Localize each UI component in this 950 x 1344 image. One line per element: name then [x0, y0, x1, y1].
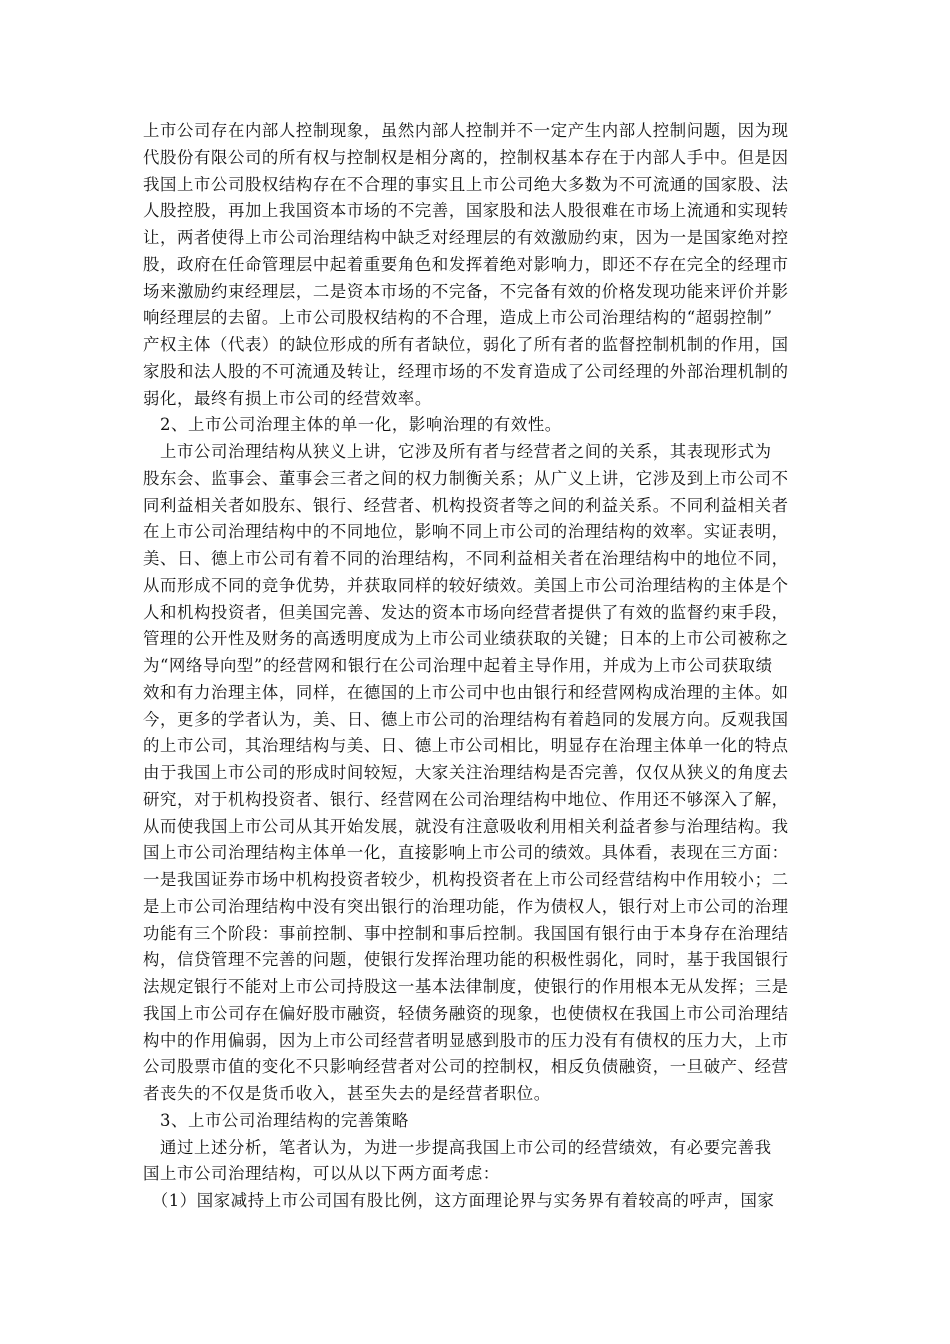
text-line: 法规定银行不能对上市公司持股这一基本法律制度，使银行的作用根本无从发挥；三是 [143, 977, 789, 996]
text-line: 场来激励约束经理层，二是资本市场的不完备，不完备有效的价格发现功能来评价并影 [143, 281, 789, 301]
text-line: 是上市公司治理结构中没有突出银行的治理功能，作为债权人，银行对上市公司的治理 [143, 896, 789, 916]
text-line: 代股份有限公司的所有权与控制权是相分离的，控制权基本存在于内部人手中。但是因 [143, 147, 789, 167]
text-line: 由于我国上市公司的形成时间较短，大家关注治理结构是否完善，仅仅从狭义的角度去 [143, 763, 789, 782]
text-line: 国上市公司治理结构，可以从以下两方面考虑： [143, 1164, 500, 1184]
list-item-1: （1）国家减持上市公司国有股比例，这方面理论界与实务界有着较高的呼声，国家 [143, 1191, 775, 1210]
text-line: 管理的公开性及财务的高透明度成为上市公司业绩获取的关键；日本的上市公司被称之 [143, 629, 789, 649]
text-line: 国上市公司治理结构主体单一化，直接影响上市公司的绩效。具体看，表现在三方面： [143, 843, 789, 863]
text-line: 同利益相关者如股东、银行、经营者、机构投资者等之间的利益关系。不同利益相关者 [143, 495, 789, 515]
text-line: 构，信贷管理不完善的问题，使银行发挥治理功能的积极性弱化，同时，基于我国银行 [143, 950, 789, 970]
text-line: 人和机构投资者，但美国完善、发达的资本市场向经营者提供了有效的监督约束手段， [143, 602, 789, 622]
section-heading-3: 3、上市公司治理结构的完善策略 [143, 1110, 409, 1130]
text-line: 家股和法人股的不可流通及转让，经理市场的不发育造成了公司经理的外部治理机制的 [143, 361, 789, 381]
text-line: 一是我国证券市场中机构投资者较少，机构投资者在上市公司经营结构中作用较小；二 [143, 870, 789, 889]
text-line: 上市公司治理结构从狭义上讲，它涉及所有者与经营者之间的关系，其表现形式为 [143, 442, 772, 461]
text-line: 者丧失的不仅是货币收入，甚至失去的是经营者职位。 [143, 1084, 551, 1103]
section-heading-2: 2、上市公司治理主体的单一化，影响治理的有效性。 [143, 415, 562, 435]
text-line: 从而形成不同的竞争优势，并获取同样的较好绩效。美国上市公司治理结构的主体是个 [143, 575, 789, 595]
text-line: 构中的作用偏弱，因为上市公司经营者明显感到股市的压力没有有债权的压力大，上市 [143, 1030, 789, 1050]
text-line: 为“网络导向型”的经营网和银行在公司治理中起着主导作用，并成为上市公司获取绩 [143, 656, 773, 675]
text-line: 公司股票市值的变化不只影响经营者对公司的控制权，相反负债融资，一旦破产、经营 [143, 1057, 789, 1077]
text-line: 效和有力治理主体，同样，在德国的上市公司中也由银行和经营网构成治理的主体。如 [143, 682, 789, 702]
text-line: 人股控股，再加上我国资本市场的不完善，国家股和法人股很难在市场上流通和实现转 [143, 201, 789, 221]
text-line: 股，政府在任命管理层中起着重要角色和发挥着绝对影响力，即还不存在完全的经理市 [143, 254, 789, 274]
text-line: 我国上市公司存在偏好股市融资，轻债务融资的现象，也使债权在我国上市公司治理结 [143, 1003, 789, 1023]
document-body [143, 118, 868, 1215]
text-line: 我国上市公司股权结构存在不合理的事实且上市公司绝大多数为不可流通的国家股、法 [143, 174, 789, 194]
text-line: 研究，对于机构投资者、银行、经营网在公司治理结构中地位、作用还不够深入了解， [143, 789, 789, 809]
text-line: 功能有三个阶段：事前控制、事中控制和事后控制。我国国有银行由于本身存在治理结 [143, 923, 789, 943]
text-line: 产权主体（代表）的缺位形成的所有者缺位，弱化了所有者的监督控制机制的作用，国 [143, 335, 789, 354]
text-line: 从而使我国上市公司从其开始发展，就没有注意吸收利用相关利益者参与治理结构。我 [143, 816, 789, 836]
text-line: 今，更多的学者认为，美、日、德上市公司的治理结构有着趋同的发展方向。反观我国 [143, 709, 789, 729]
text-line: 弱化，最终有损上市公司的经营效率。 [143, 388, 432, 408]
text-line: 的上市公司，其治理结构与美、日、德上市公司相比，明显存在治理主体单一化的特点 [143, 736, 789, 756]
text-line: 在上市公司治理结构中的不同地位，影响不同上市公司的治理结构的效率。实证表明， [143, 522, 789, 542]
text-line: 响经理层的去留。上市公司股权结构的不合理，造成上市公司治理结构的“超弱控制” [143, 308, 773, 328]
text-line: 让，两者使得上市公司治理结构中缺乏对经理层的有效激励约束，因为一是国家绝对控 [143, 228, 789, 247]
text-line: 通过上述分析，笔者认为，为进一步提高我国上市公司的经营绩效，有必要完善我 [143, 1137, 772, 1157]
text-line: 上市公司存在内部人控制现象，虽然内部人控制并不一定产生内部人控制问题，因为现 [143, 121, 789, 140]
text-line: 股东会、监事会、董事会三者之间的权力制衡关系；从广义上讲，它涉及到上市公司不 [143, 468, 789, 488]
text-line: 美、日、德上市公司有着不同的治理结构，不同利益相关者在治理结构中的地位不同， [143, 549, 789, 568]
